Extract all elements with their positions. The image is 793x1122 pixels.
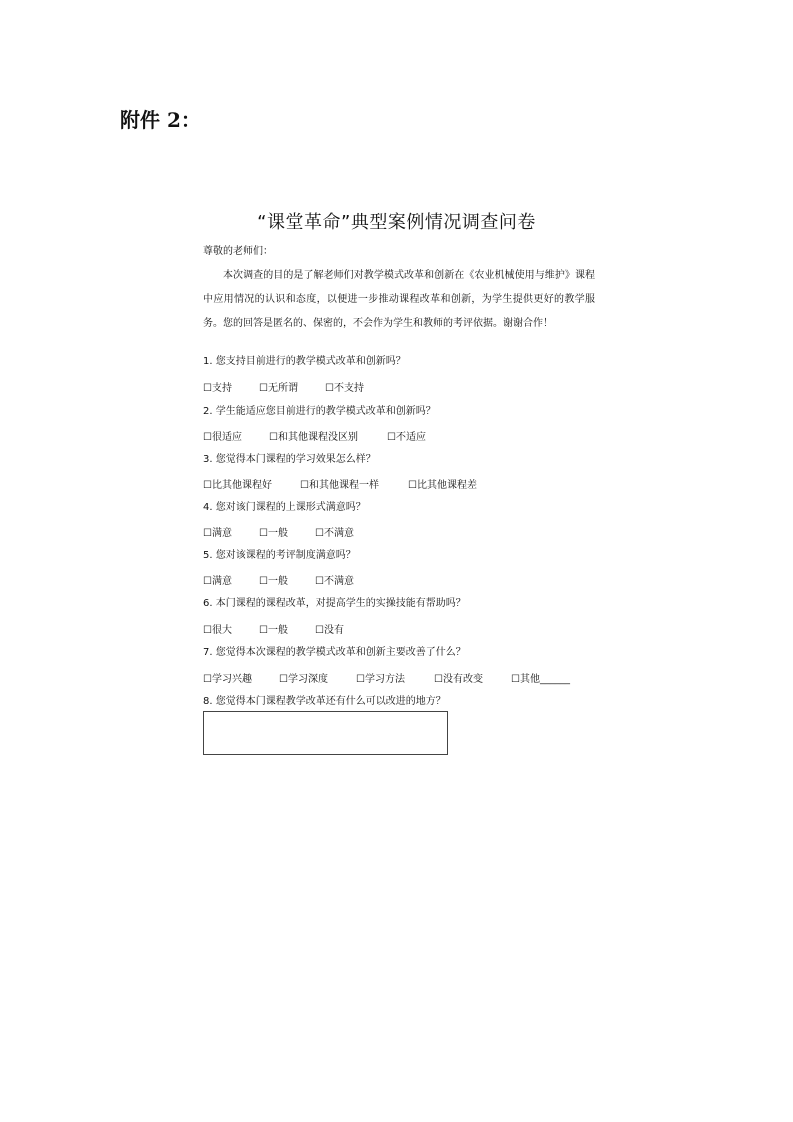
question-6: 6. 本门课程的课程改革，对提高学生的实操技能有帮助吗？	[203, 598, 466, 609]
option-checkbox[interactable]	[434, 670, 483, 685]
answer-textarea[interactable]	[203, 711, 448, 755]
option-checkbox[interactable]	[203, 621, 232, 636]
option-checkbox[interactable]	[408, 476, 477, 491]
checkbox-icon[interactable]: ☐	[203, 383, 212, 394]
option-label: 比其他课程好	[211, 480, 272, 491]
checkbox-icon[interactable]: ☐	[203, 480, 212, 491]
checkbox-icon[interactable]: ☐	[259, 383, 268, 394]
checkbox-icon[interactable]: ☐	[315, 576, 324, 587]
checkbox-icon[interactable]: ☐	[387, 432, 396, 443]
option-label: 其他______	[519, 674, 570, 685]
checkbox-icon[interactable]: ☐	[203, 625, 212, 636]
checkbox-icon[interactable]: ☐	[269, 432, 278, 443]
option-label: 没有	[323, 625, 344, 636]
option-label: 一般	[267, 625, 288, 636]
checkbox-icon[interactable]: ☐	[356, 674, 365, 685]
option-label: 不满意	[323, 576, 354, 587]
option-checkbox[interactable]	[203, 476, 272, 491]
option-label: 满意	[211, 528, 232, 539]
checkbox-icon[interactable]: ☐	[203, 576, 212, 587]
option-checkbox[interactable]	[511, 670, 570, 685]
option-label: 一般	[267, 576, 288, 587]
checkbox-icon[interactable]: ☐	[203, 528, 212, 539]
option-checkbox[interactable]	[325, 379, 364, 394]
option-checkbox[interactable]	[315, 524, 354, 539]
option-checkbox[interactable]	[315, 621, 344, 636]
checkbox-icon[interactable]: ☐	[325, 383, 334, 394]
question-1: 1. 您支持目前进行的教学模式改革和创新吗？	[203, 356, 406, 367]
checkbox-icon[interactable]: ☐	[203, 674, 212, 685]
option-checkbox[interactable]	[356, 670, 405, 685]
checkbox-icon[interactable]: ☐	[511, 674, 520, 685]
option-label: 支持	[211, 383, 232, 394]
attachment-label: 附件 2：	[120, 108, 201, 132]
checkbox-icon[interactable]: ☐	[259, 576, 268, 587]
option-checkbox[interactable]	[300, 476, 379, 491]
option-checkbox[interactable]	[259, 379, 298, 394]
option-label: 学习兴趣	[211, 674, 252, 685]
checkbox-icon[interactable]: ☐	[315, 625, 324, 636]
checkbox-icon[interactable]: ☐	[434, 674, 443, 685]
question-7: 7. 您觉得本次课程的教学模式改革和创新主要改善了什么？	[203, 647, 466, 658]
option-checkbox[interactable]	[203, 428, 242, 443]
option-label: 不支持	[333, 383, 364, 394]
option-label: 不满意	[323, 528, 354, 539]
option-label: 无所谓	[267, 383, 298, 394]
option-label: 没有改变	[442, 674, 483, 685]
option-checkbox[interactable]	[203, 524, 232, 539]
checkbox-icon[interactable]: ☐	[279, 674, 288, 685]
checkbox-icon[interactable]: ☐	[203, 432, 212, 443]
salutation: 尊敬的老师们：	[203, 246, 273, 257]
option-checkbox[interactable]	[387, 428, 426, 443]
option-checkbox[interactable]	[259, 621, 288, 636]
option-checkbox[interactable]	[259, 524, 288, 539]
question-5: 5. 您对该课程的考评制度满意吗？	[203, 550, 356, 561]
checkbox-icon[interactable]: ☐	[259, 528, 268, 539]
option-label: 很大	[211, 625, 232, 636]
option-checkbox[interactable]	[279, 670, 328, 685]
checkbox-icon[interactable]: ☐	[259, 625, 268, 636]
checkbox-icon[interactable]: ☐	[408, 480, 417, 491]
checkbox-icon[interactable]: ☐	[315, 528, 324, 539]
option-checkbox[interactable]	[203, 572, 232, 587]
intro-paragraph: 本次调查的目的是了解老师们对教学模式改革和创新在《农业机械使用与维护》课程中应用情况的认识和态度，以便进一步推动课程改革和创新，为学生提供更好的教学服务。您的回答是匿名的、保密的，不会作为学生和教师的考评依据。谢谢合作！	[203, 270, 595, 329]
question-8: 8. 您觉得本门课程教学改革还有什么可以改进的地方？	[203, 696, 446, 707]
option-checkbox[interactable]	[203, 379, 232, 394]
option-label: 和其他课程没区别	[277, 432, 358, 443]
option-label: 一般	[267, 528, 288, 539]
option-label: 很适应	[211, 432, 242, 443]
option-label: 比其他课程差	[416, 480, 477, 491]
checkbox-icon[interactable]: ☐	[300, 480, 309, 491]
option-label: 和其他课程一样	[308, 480, 379, 491]
page-title: “课堂革命”典型案例情况调查问卷	[257, 212, 536, 233]
option-label: 满意	[211, 576, 232, 587]
question-4: 4. 您对该门课程的上课形式满意吗？	[203, 502, 366, 513]
option-label: 不适应	[395, 432, 426, 443]
option-checkbox[interactable]	[259, 572, 288, 587]
option-label: 学习方法	[364, 674, 405, 685]
option-checkbox[interactable]	[203, 670, 252, 685]
option-label: 学习深度	[287, 674, 328, 685]
question-3: 3. 您觉得本门课程的学习效果怎么样？	[203, 454, 376, 465]
question-2: 2. 学生能适应您目前进行的教学模式改革和创新吗？	[203, 406, 436, 417]
option-checkbox[interactable]	[269, 428, 358, 443]
option-checkbox[interactable]	[315, 572, 354, 587]
